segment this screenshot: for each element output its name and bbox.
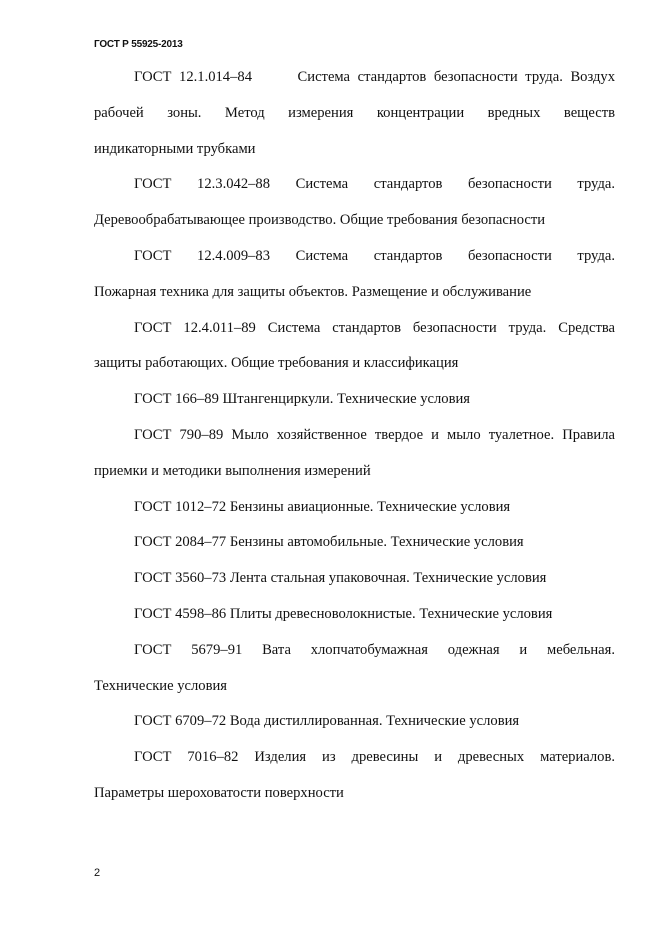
reference-line-first: ГОСТ 7016–82 Изделия из древесины и древесных материалов. [134,749,615,766]
page-number: 2 [94,867,101,879]
reference-line: индикаторными трубками [94,140,256,157]
reference-item [94,386,615,422]
reference-line: Технические условия [94,677,228,694]
reference-line-first: ГОСТ 2084–77 Бензины автомобильные. Технические условия [134,534,524,551]
reference-line: защиты работающих. Общие требования и классификация [94,355,459,372]
reference-line-first: ГОСТ 4598–86 Плиты древесноволокнистые. Технические условия [134,605,553,622]
reference-item [94,565,615,601]
reference-item [94,315,615,387]
reference-line: Пожарная техника для защиты объектов. Размещение и обслуживание [94,283,532,300]
reference-item [94,64,615,171]
reference-line-first: ГОСТ 1012–72 Бензины авиационные. Технические условия [134,498,511,515]
reference-line: рабочей зоны. Метод измерения концентрации вредных веществ [94,104,615,121]
reference-line-first: ГОСТ 166–89 Штангенциркули. Технические условия [134,391,471,408]
document-header: ГОСТ Р 55925-2013 [94,39,183,50]
reference-item [94,422,615,494]
reference-line-first: ГОСТ 790–89 Мыло хозяйственное твердое и мыло туалетное. Правила [134,426,615,443]
reference-item [94,708,615,744]
reference-line-first: ГОСТ 6709–72 Вода дистиллированная. Технические условия [134,713,520,730]
reference-line: приемки и методики выполнения измерений [94,462,371,479]
reference-line: Параметры шероховатости поверхности [94,784,344,801]
reference-item [94,529,615,565]
normative-references-list [94,64,615,816]
reference-item [94,171,615,243]
reference-line-first: ГОСТ 12.3.042–88 Система стандартов безопасности труда. [134,176,615,193]
reference-line-first: ГОСТ 3560–73 Лента стальная упаковочная. Технические условия [134,570,547,587]
reference-item [94,601,615,637]
reference-item [94,243,615,315]
reference-item [94,744,615,816]
reference-line: Деревообрабатывающее производство. Общие требования безопасности [94,212,546,229]
reference-item [94,637,615,709]
reference-line-first: ГОСТ 12.4.011–89 Система стандартов безопасности труда. Средства [134,319,615,336]
reference-line-first: ГОСТ 5679–91 Вата хлопчатобумажная одежная и мебельная. [134,641,615,658]
reference-line-first: ГОСТ 12.1.014–84 Система стандартов безопасности труда. Воздух [134,69,615,85]
reference-item [94,494,615,530]
reference-line-first: ГОСТ 12.4.009–83 Система стандартов безопасности труда. [134,247,615,264]
